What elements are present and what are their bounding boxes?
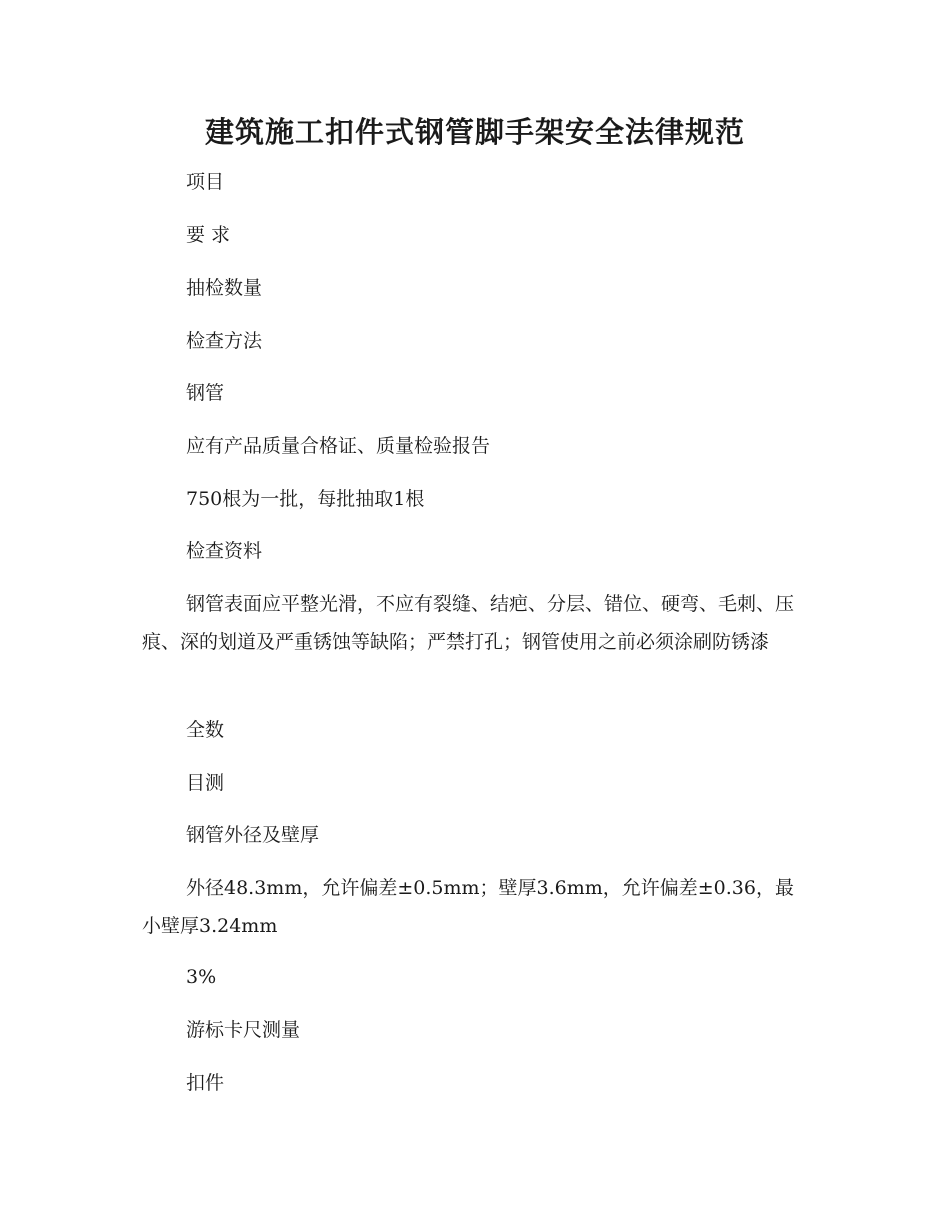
paragraph-inspection-method: 检查方法 [186, 330, 263, 352]
paragraph-check-documents: 检查资料 [186, 540, 263, 562]
paragraph-surface-requirement: 钢管表面应平整光滑，不应有裂缝、结疤、分层、错位、硬弯、毛刺、压痕、深的划道及严重锈蚀等缺陷；严禁打孔；钢管使用之前必须涂刷防锈漆 [142, 593, 795, 653]
paragraph-batch-rule: 750根为一批，每批抽取1根 [186, 488, 425, 510]
paragraph-full-count: 全数 [186, 719, 225, 741]
paragraph-sample-quantity: 抽检数量 [186, 277, 263, 299]
document-title: 建筑施工扣件式钢管脚手架安全法律规范 [204, 115, 745, 149]
paragraph-item: 项目 [186, 171, 225, 193]
paragraph-certificate: 应有产品质量合格证、质量检验报告 [186, 435, 491, 457]
paragraph-dimension-tolerance: 外径48.3mm，允许偏差±0.5mm；壁厚3.6mm，允许偏差±0.36，最小壁厚3.24mm [142, 877, 794, 937]
paragraph-steel-pipe: 钢管 [186, 382, 225, 404]
paragraph-requirement: 要 求 [186, 224, 231, 246]
paragraph-visual-check: 目测 [186, 772, 225, 794]
paragraph-caliper-measure: 游标卡尺测量 [186, 1019, 301, 1041]
paragraph-diameter-thickness: 钢管外径及壁厚 [186, 824, 320, 846]
paragraph-sampling-rate: 3% [186, 966, 217, 988]
paragraph-fastener: 扣件 [186, 1072, 225, 1094]
